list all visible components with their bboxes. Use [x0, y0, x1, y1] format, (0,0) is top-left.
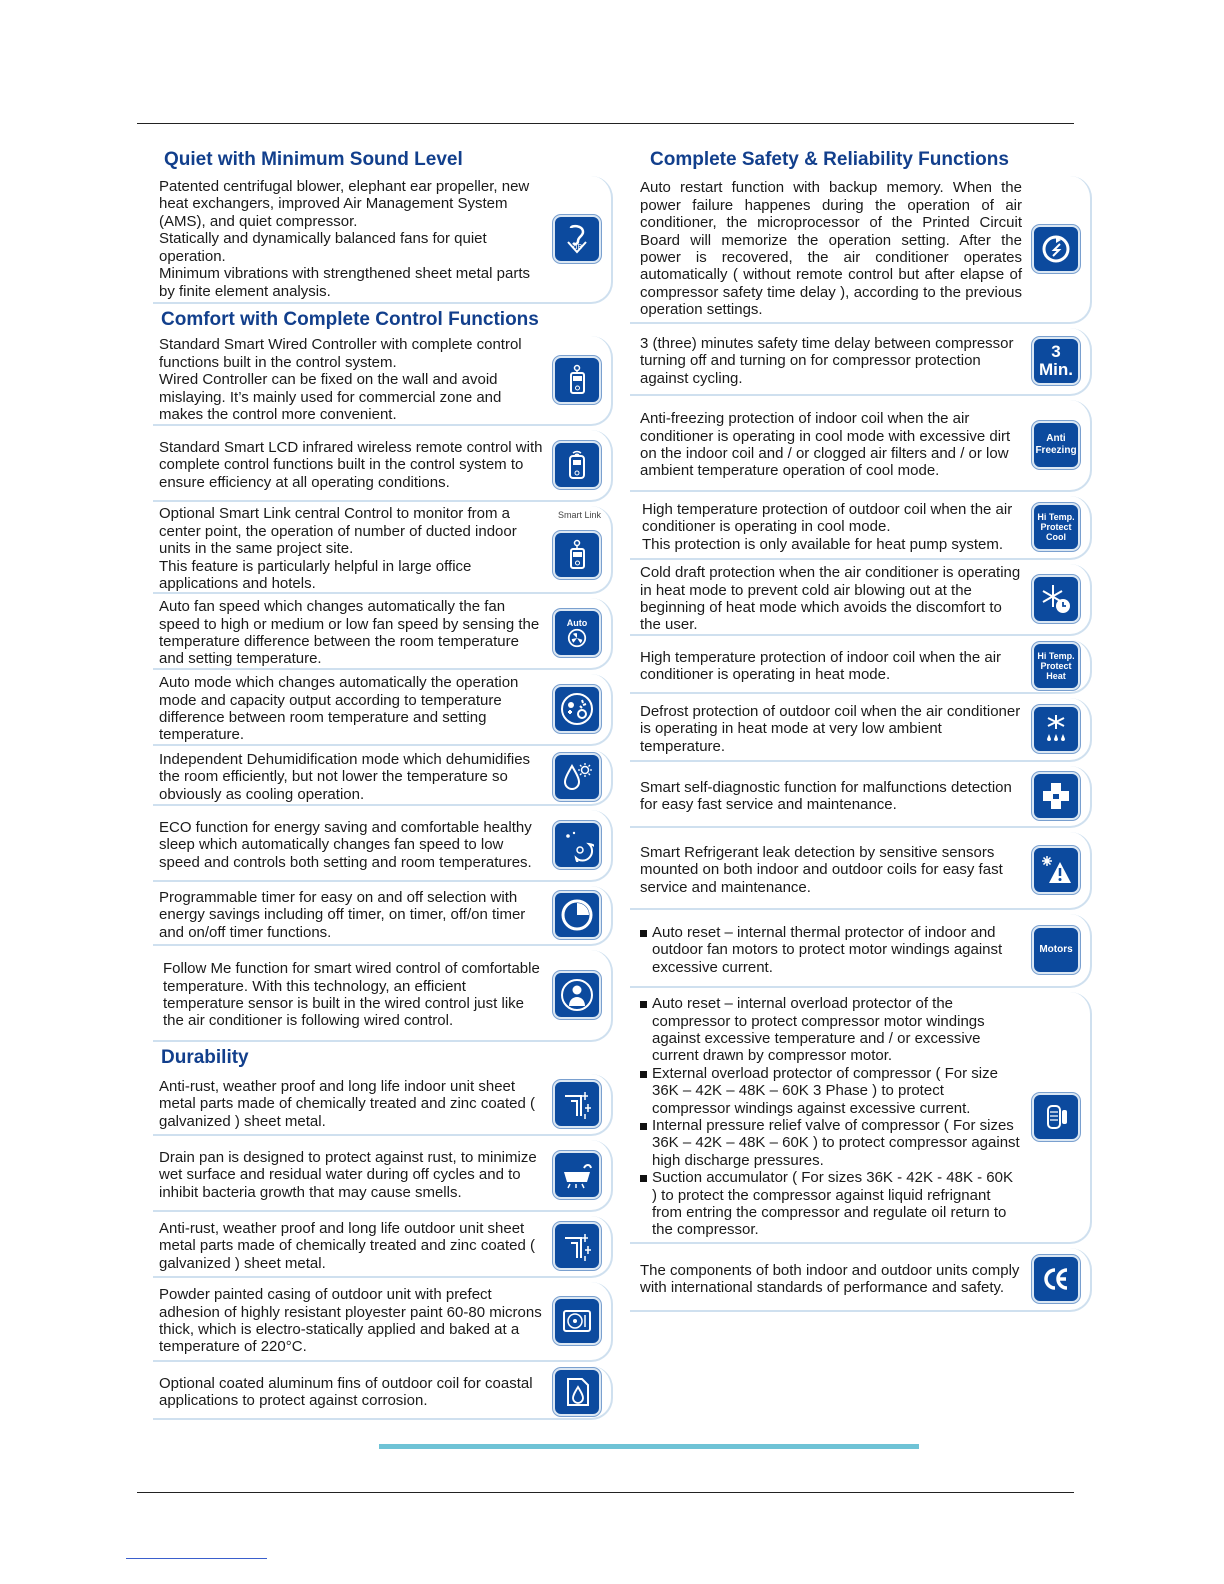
feature-coated-fins — [153, 1366, 613, 1420]
ear-db-icon — [553, 215, 601, 263]
snowflake-clock-icon — [1032, 575, 1080, 623]
feature-motor-protector — [630, 914, 1092, 988]
feature-self-diagnostic — [630, 766, 1092, 828]
feature-powder-painted — [153, 1282, 613, 1362]
feature-follow-me — [153, 950, 613, 1042]
feature-indoor-sheet-metal — [153, 1074, 613, 1136]
feature-wired-controller — [153, 336, 613, 426]
motors-label: Motors — [1039, 944, 1073, 955]
feature-leak-detection — [630, 832, 1092, 910]
top-rule — [137, 123, 1074, 124]
wireless-remote-icon — [553, 441, 601, 489]
feature-text: Optional Smart Link central Control to monitor from a center point, the operation of number of ducted indoor units in the same project site. — [159, 505, 517, 558]
feature-text: This protection is only available for heat pump system. — [642, 535, 1004, 553]
person-icon — [553, 971, 601, 1019]
diagnostic-cross-icon — [1032, 772, 1080, 820]
timer-icon — [553, 891, 601, 939]
feature-cold-draft — [630, 564, 1092, 636]
motors-icon — [1032, 926, 1080, 974]
feature-text: Standard Smart Wired Controller with complete control functions built in the control system. — [159, 336, 522, 371]
feature-compressor-protection — [630, 992, 1092, 1244]
feature-text: Internal pressure relief valve of compressor ( For sizes 36K – 42K – 48K – 60K ) to protect compressor against high discharge pressures. — [640, 1117, 1022, 1169]
feature-text: Optional coated aluminum fins of outdoor coil for coastal applications to protect against corrosion. — [159, 1374, 533, 1409]
defrost-icon — [1032, 705, 1080, 753]
feature-text: Standard Smart LCD infrared wireless remote control with complete control functions built in the control system to ensure efficiency at all operating conditions. — [159, 438, 543, 491]
footer-link-underline — [126, 1558, 267, 1559]
right-column — [630, 148, 1092, 1316]
leak-warning-icon — [1032, 846, 1080, 894]
left-column — [153, 148, 613, 1424]
outdoor-unit-icon — [553, 1297, 601, 1345]
feature-text: Anti-freezing protection of indoor coil when the air conditioner is operating in cool mode with excessive dirt on the indoor coil and / or clogged air filters and / or low ambient temperature operation of cool mode. — [640, 410, 1011, 480]
feature-text: Auto restart function with backup memory. When the power failure happenes during the operation of air conditioner, the microprocessor of the Printed Circuit Board will memorize the operation setting. After the power is recovered, the air conditioner operates automatically ( without remote control but after elapse of compressor safety time delay ), according to the previous operation settings. — [640, 179, 1022, 319]
three-min-icon — [1032, 337, 1080, 385]
feature-text: Minimum vibrations with strengthened sheet metal parts by finite element analysis. — [159, 265, 531, 300]
feature-text: This feature is particularly helpful in large office applications and hotels. — [159, 557, 472, 593]
smart-link-label: Smart Link — [557, 510, 601, 520]
feature-text: 3 (three) minutes safety time delay between compressor turning off and turning on for compressor protection against cycling. — [640, 334, 1014, 387]
anti-label: Anti — [1046, 433, 1066, 444]
feature-text: Statically and dynamically balanced fans for quiet operation. — [159, 230, 487, 265]
feature-drain-pan — [153, 1140, 613, 1212]
freezing-label: Freezing — [1035, 445, 1077, 456]
feature-text: Auto reset – internal thermal protector of indoor and outdoor fan motors to protect motor windings against excessive current. — [640, 924, 1022, 976]
feature-text: ECO function for energy saving and comfortable healthy sleep which automatically changes fan speed to low speed and controls both setting and room temperatures. — [159, 818, 532, 871]
protect-label: Protect — [1040, 661, 1072, 671]
feature-text: Auto fan speed which changes automatically the fan speed to high or medium or low fan speed by sensing the temperature difference between the room temperature and setting temperature. — [159, 598, 540, 668]
auto-label: Auto — [566, 618, 588, 628]
feature-defrost — [630, 698, 1092, 762]
min-label: Min. — [1039, 360, 1073, 379]
section-title-comfort: Comfort with Complete Control Functions — [161, 309, 539, 330]
feature-text: Defrost protection of outdoor coil when the air conditioner is operating in heat mode at very low ambient temperature. — [640, 702, 1021, 755]
hi-temp-label: Hi Temp. — [1037, 651, 1075, 661]
three-label: 3 — [1051, 342, 1061, 361]
feature-text: Cold draft protection when the air conditioner is operating in heat mode to prevent cold air blowing out at the beginning of heat mode which avoids the discomfort to the user. — [640, 564, 1021, 634]
feature-text: Drain pan is designed to protect against rust, to minimize wet surface and residual water during off cycles and to inhibit bacteria growth that may cause smells. — [159, 1148, 537, 1201]
feature-text: Programmable timer for easy on and off selection with energy savings including off timer, on timer, off/on timer and on/off timer functions. — [159, 888, 526, 941]
feature-text: Auto reset – internal overload protector of the compressor to protect compressor motor windings against excessive temperature and / or excessive current drawn by compressor motor. — [640, 995, 1022, 1065]
decorative-bar — [379, 1444, 919, 1449]
feature-text: Powder painted casing of outdoor unit with prefect adhesion of highly resistant ployester paint 60-80 microns thick, which is electro-statically applied and baked at a temperature of 220°C. — [159, 1286, 542, 1356]
section-title-safety: Complete Safety & Reliability Functions — [650, 149, 1009, 170]
section-title-durability: Durability — [161, 1047, 249, 1068]
feature-outdoor-sheet-metal — [153, 1216, 613, 1278]
feature-text: Patented centrifugal blower, elephant ear propeller, new heat exchangers, improved Air Management System (AMS), and quiet compressor. — [159, 178, 530, 230]
feature-smart-link — [153, 506, 613, 594]
ce-mark-icon — [1032, 1255, 1080, 1303]
smart-link-icon — [553, 531, 601, 579]
feature-auto-mode — [153, 674, 613, 746]
heat-label: Heat — [1046, 671, 1066, 681]
feature-text: High temperature protection of outdoor coil when the air conditioner is operating in cool mode. — [642, 500, 1013, 536]
feature-dehumidification — [153, 750, 613, 806]
feature-anti-freezing — [630, 400, 1092, 492]
bottom-rule — [137, 1492, 1074, 1493]
hi-temp-cool-icon — [1032, 503, 1080, 551]
feature-eco — [153, 810, 613, 882]
anti-freezing-icon — [1032, 421, 1080, 469]
water-drop-sun-icon — [553, 753, 601, 801]
drain-pan-icon — [553, 1151, 601, 1199]
feature-text: Smart Refrigerant leak detection by sensitive sensors mounted on both indoor and outdoor coils for easy fast service and maintenance. — [640, 843, 1003, 896]
feature-text: High temperature protection of indoor coil when the air conditioner is operating in heat mode. — [640, 648, 1002, 683]
feature-hi-temp-cool — [630, 496, 1092, 560]
compressor-icon — [1032, 1093, 1080, 1141]
wired-controller-icon — [553, 356, 601, 404]
feature-auto-fan — [153, 598, 613, 670]
feature-quiet — [153, 176, 613, 304]
feature-text: Anti-rust, weather proof and long life outdoor unit sheet metal parts made of chemically treated and zinc coated ( galvanized ) sheet metal. — [159, 1219, 536, 1272]
db-label: dB — [573, 243, 583, 251]
feature-hi-temp-heat — [630, 640, 1092, 694]
feature-text: Suction accumulator ( For sizes 36K - 42K - 48K - 60K ) to protect the compressor against liquid refrignant from entring the compressor and regulate oil return to the compressor. — [640, 1169, 1022, 1239]
auto-fan-icon — [553, 609, 601, 657]
section-title-quiet: Quiet with Minimum Sound Level — [164, 149, 463, 170]
hi-temp-heat-icon — [1032, 642, 1080, 690]
feature-text: Auto mode which changes automatically the operation mode and capacity output according to temperature difference between room temperature and setting temperature. — [159, 674, 519, 744]
feature-time-delay — [630, 328, 1092, 396]
feature-standards — [630, 1248, 1092, 1312]
auto-mode-icon — [553, 685, 601, 733]
feature-text: Follow Me function for smart wired control of comfortable temperature. With this technology, an efficient temperature sensor is built in the wired control just like the air conditioner is following wired control. — [163, 960, 540, 1030]
feature-text: External overload protector of compressor ( For size 36K – 42K – 48K – 60K 3 Phase ) to protect compressor windings against excessive current. — [640, 1065, 1022, 1117]
feature-text: Independent Dehumidification mode which dehumidifies the room efficiently, but not lower the temperature so obviously as cooling operation. — [159, 750, 531, 803]
feature-text: Wired Controller can be fixed on the wall and avoid mislaying. It’s mainly used for commercial zone and makes the control more convenient. — [159, 371, 502, 424]
coated-fins-icon — [553, 1368, 601, 1416]
eco-sleep-icon — [553, 821, 601, 869]
feature-text: Smart self-diagnostic function for malfunctions detection for easy fast service and maintenance. — [640, 778, 1012, 813]
sheet-metal-icon — [553, 1080, 601, 1128]
protect-label: Protect — [1040, 522, 1072, 532]
feature-text: Anti-rust, weather proof and long life indoor unit sheet metal parts made of chemically treated and zinc coated ( galvanized ) sheet metal. — [159, 1077, 536, 1130]
sheet-metal-icon — [553, 1222, 601, 1270]
hi-temp-label: Hi Temp. — [1037, 512, 1075, 522]
feature-auto-restart — [630, 176, 1092, 324]
cool-label: Cool — [1046, 532, 1066, 542]
restart-icon — [1032, 225, 1080, 273]
feature-wireless-remote — [153, 430, 613, 502]
feature-text: The components of both indoor and outdoor units comply with international standards of performance and safety. — [640, 1261, 1020, 1296]
feature-timer — [153, 886, 613, 946]
